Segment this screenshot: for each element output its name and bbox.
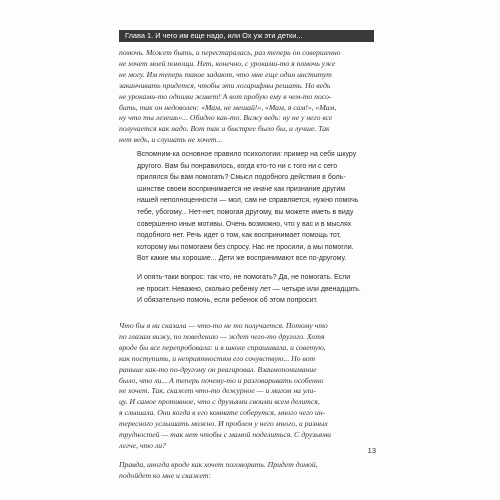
text-line: нет ведь, и слушать не хочет... (119, 135, 223, 145)
page-number: 13 (367, 446, 376, 455)
text-line: Вот какие мы хорошие... Дети же воспринимают все по-другому. (137, 255, 347, 263)
text-line: легче, что ли? (119, 440, 166, 450)
text-line: заканчивать придется, чтобы эти логарифмы решать. Но ведь (119, 80, 331, 90)
text-line: цу. И самое противное, что с друзьями своими всем делится, (119, 397, 320, 407)
text-line: Что бы я ни сказала — что-то не то получается. Потому что (119, 321, 328, 330)
paragraph-mother-help (119, 48, 375, 146)
text-line: не просит. Неважно, сколько ребенку лет — четыре или двенадцать. (137, 285, 361, 293)
text-line: бить, так он недоволен: «Мам, не мешай!», «Мам, я сам!», «Мам, (119, 102, 337, 112)
text-line: прилялся бы вам помогать? Смысл подобного действия в боль- (137, 174, 346, 182)
text-line: Вспомним-ка основное правило психологии: пример на себя шкуру (137, 151, 357, 158)
text-line: совершенно иные мотивы. Очень возможно, что у вас и в мыслях (137, 220, 352, 228)
text-line: не уроками-то одними живет! А вот пробую ему в чем-то посо- (119, 91, 332, 101)
text-line: было, что ли... А теперь почему-то и разговаривать особенно (119, 375, 324, 385)
text-line: не хочет моей помощи. Нет, конечно, с уроками-то я помочь уже (119, 58, 336, 68)
text-line: тебе, убогому... Нет-нет, помогая другому, вы можете иметь в виду (137, 208, 354, 216)
paragraph-psychology-rule (137, 149, 359, 265)
paragraph-dont-help (137, 272, 359, 307)
text-line: шинстве своем воспринимается не иначе как признание другим (137, 185, 346, 193)
text-line: тересного услышать можно. И проблем у него много, и разных (119, 419, 328, 429)
paragraph-mother-misunderstanding (119, 321, 375, 452)
text-line: не хочет. Так, скажет что-то дежурное — и мигом на ули- (119, 386, 316, 396)
text-line: нашей неполноценности — мол, сам не справляется, нужно помочь (137, 197, 359, 205)
text-line: раньше как-то по-другому он реагировал. Взаимопонимание (119, 364, 317, 374)
text-line: другого. Вам бы понравилось, когда кто-то ни с того ни с сего (137, 162, 338, 170)
text-line: вроде бы все перепробовала: и в школе спрашивала, и советую, (119, 342, 326, 352)
text-line: подойдет ко мне и скажет: (119, 470, 211, 480)
text-line: подобного нет. Речь идет о том, как воспринимает помощь тот, (137, 232, 342, 240)
text-line: которому мы помогаем без спросу. Нас не просили, а мы помогли. (137, 243, 354, 251)
paragraph-wants-to-talk (119, 460, 375, 482)
text-line: помочь. Может быть, и перестаралась, раз теперь он совершенно (119, 48, 341, 57)
text-line: не могу. Им теперь такое задают, что мне еще один институт (119, 69, 332, 79)
running-header: Глава 1. И чего им еще надо, или Ох уж эти детки... (119, 30, 374, 42)
text-line: ну что ты лезешь»... Обидно как-то. Вижу ведь: ну не у него все (119, 113, 333, 123)
text-line: как поступить, и неприятностям его сочувствую... Но вот (119, 353, 316, 363)
text-line: трудностей — так нет чтобы с мамой поделиться. С друзьями (119, 430, 331, 440)
text-line: И опять-таки вопрос: так что, не помогать? Да, не помогать. Если (137, 274, 351, 281)
text-line: по глазам вижу, по поведению — ждет чего-то другого. Хотя (119, 331, 325, 341)
text-line: И обязательно помочь, если ребенок об этом попросит. (137, 297, 318, 305)
text-line: получается как надо. Вот так и быстрее было бы, и лучше. Так (119, 124, 330, 134)
text-line: Правда, иногда вроде как хочет поговорить. Придет домой, (119, 460, 318, 469)
text-line: я слышала. Они когда в его комнате соберутся, много чего ин- (119, 408, 326, 418)
